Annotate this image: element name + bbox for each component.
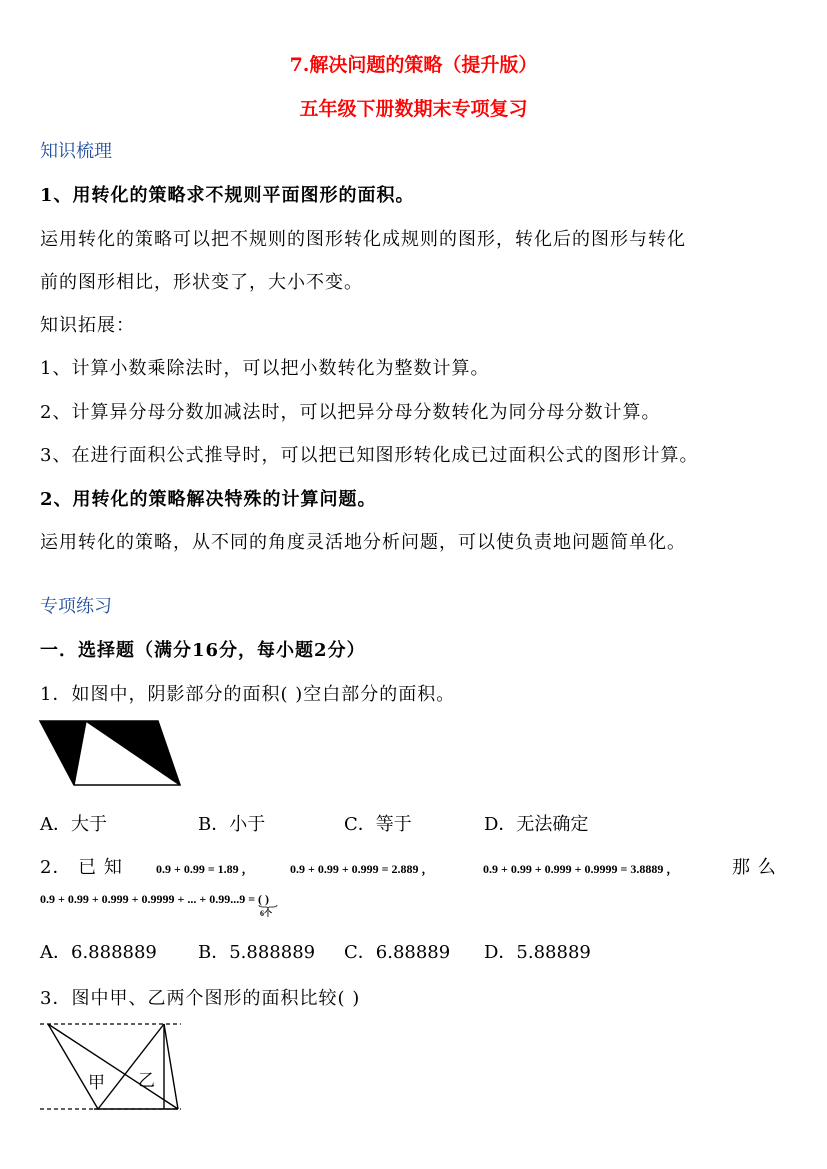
q3-triangles-figure — [38, 1020, 183, 1115]
point1-text-a: 运用转化的策略可以把不规则的图形转化成规则的图形，转化后的图形与转化 — [40, 229, 686, 250]
q2-option-c[interactable]: C．6.88889 — [344, 942, 451, 963]
q3-stem: 3．图中甲、乙两个图形的面积比较( ) — [40, 988, 361, 1009]
q1-option-a[interactable]: A．大于 — [40, 814, 107, 835]
q2-formula-2: 0.9 + 0.99 + 0.999 = 2.889 ， — [290, 862, 434, 876]
page-subtitle: 五年级下册数期末专项复习 — [299, 98, 528, 120]
point1-title: 1、用转化的策略求不规则平面图形的面积。 — [40, 185, 415, 206]
knowledge-heading: 知识梳理 — [40, 141, 112, 162]
extend-item-2: 2、计算异分母分数加减法时，可以把异分母分数转化为同分母分数计算。 — [40, 402, 661, 423]
q3-line-left — [48, 1024, 98, 1109]
q2-formula-1: 0.9 + 0.99 = 1.89 ， — [156, 862, 254, 876]
page-title: 7.解决问题的策略（提升版） — [289, 54, 538, 76]
q2-option-b[interactable]: B．5.888889 — [198, 942, 316, 963]
q1-parallelogram-figure — [38, 718, 184, 788]
practice-heading: 专项练习 — [40, 596, 112, 617]
point2-text: 运用转化的策略，从不同的角度灵活地分析问题，可以使负责地问题简单化。 — [40, 532, 686, 553]
q1-stem: 1．如图中，阴影部分的面积( )空白部分的面积。 — [40, 684, 456, 705]
q2-formula-4: 0.9 + 0.99 + 0.999 + 0.9999 + ... + 0.99...9 = ( ) — [40, 892, 270, 906]
point1-text-b: 前的图形相比，形状变了，大小不变。 — [40, 272, 363, 293]
extend-item-3: 3、在进行面积公式推导时，可以把已知图形转化成已过面积公式的图形计算。 — [40, 445, 699, 466]
q1-option-d[interactable]: D．无法确定 — [484, 814, 589, 835]
section-choice-heading: 一．选择题（满分16分，每小题2分） — [40, 640, 366, 661]
q2-underbrace-label: 6个 — [260, 909, 272, 918]
q3-label-jia: 甲 — [88, 1073, 105, 1093]
q3-label-yi: 乙 — [138, 1071, 155, 1091]
q2-formula-3: 0.9 + 0.99 + 0.999 + 0.9999 = 3.8889 ， — [483, 862, 679, 876]
q2-option-a[interactable]: A．6.888889 — [40, 942, 157, 963]
q2-option-d[interactable]: D．5.88889 — [484, 942, 591, 963]
q2-lead: 2． 已 知 — [40, 857, 123, 878]
extend-label: 知识拓展： — [40, 315, 135, 336]
q1-option-b[interactable]: B．小于 — [198, 814, 266, 835]
extend-item-1: 1、计算小数乘除法时，可以把小数转化为整数计算。 — [40, 358, 490, 379]
point2-title: 2、用转化的策略解决特殊的计算问题。 — [40, 489, 377, 510]
q1-option-c[interactable]: C．等于 — [344, 814, 412, 835]
q2-tail: 那 么 — [732, 857, 777, 878]
